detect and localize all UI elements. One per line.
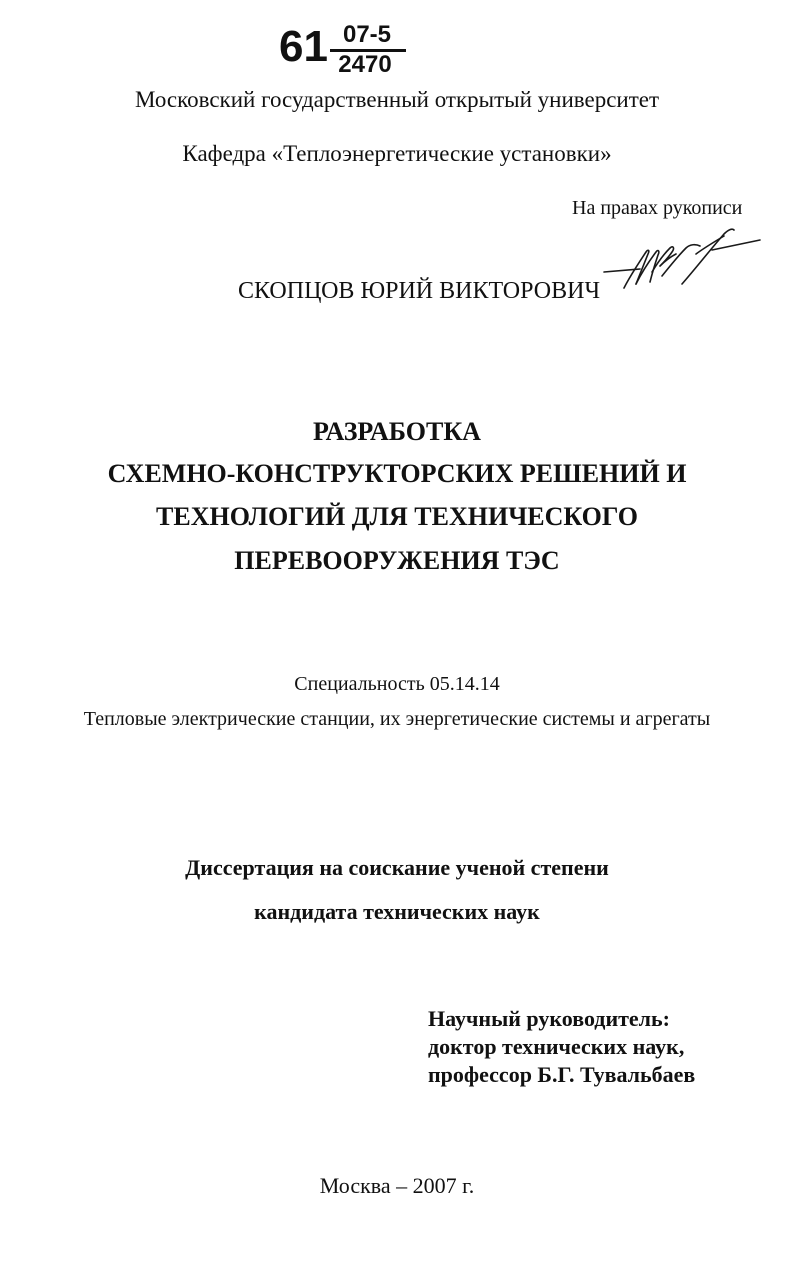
department-name: Кафедра «Теплоэнергетические установки» (182, 141, 612, 166)
catalog-code-prefix: 61 (279, 22, 328, 71)
supervisor-degree: доктор технических наук, (428, 1034, 685, 1059)
thesis-title-line: РАЗРАБОТКА (313, 417, 481, 446)
catalog-code-numerator: 07-5 (342, 21, 392, 48)
thesis-title-line: ПЕРЕВООРУЖЕНИЯ ТЭС (234, 546, 560, 575)
supervisor-label: Научный руководитель: (428, 1006, 670, 1031)
specialty-field: Тепловые электрические станции, их энергетические системы и агрегаты (83, 708, 711, 730)
author-signature (600, 214, 770, 304)
supervisor-name: профессор Б.Г. Тувальбаев (428, 1062, 696, 1087)
catalog-code-denominator: 2470 (338, 51, 392, 78)
thesis-title-line: ТЕХНОЛОГИЙ ДЛЯ ТЕХНИЧЕСКОГО (156, 502, 638, 531)
degree-statement: Диссертация на соискание ученой степени (185, 855, 609, 880)
degree-statement: кандидата технических наук (254, 899, 540, 924)
manuscript-rights-note: На правах рукописи (572, 197, 743, 219)
specialty-code: Специальность 05.14.14 (294, 673, 500, 695)
author-name: СКОПЦОВ ЮРИЙ ВИКТОРОВИЧ (238, 278, 601, 304)
university-name: Московский государственный открытый университет (134, 87, 660, 112)
city-year: Москва – 2007 г. (319, 1173, 475, 1198)
thesis-title-line: СХЕМНО-КОНСТРУКТОРСКИХ РЕШЕНИЙ И (107, 459, 687, 488)
